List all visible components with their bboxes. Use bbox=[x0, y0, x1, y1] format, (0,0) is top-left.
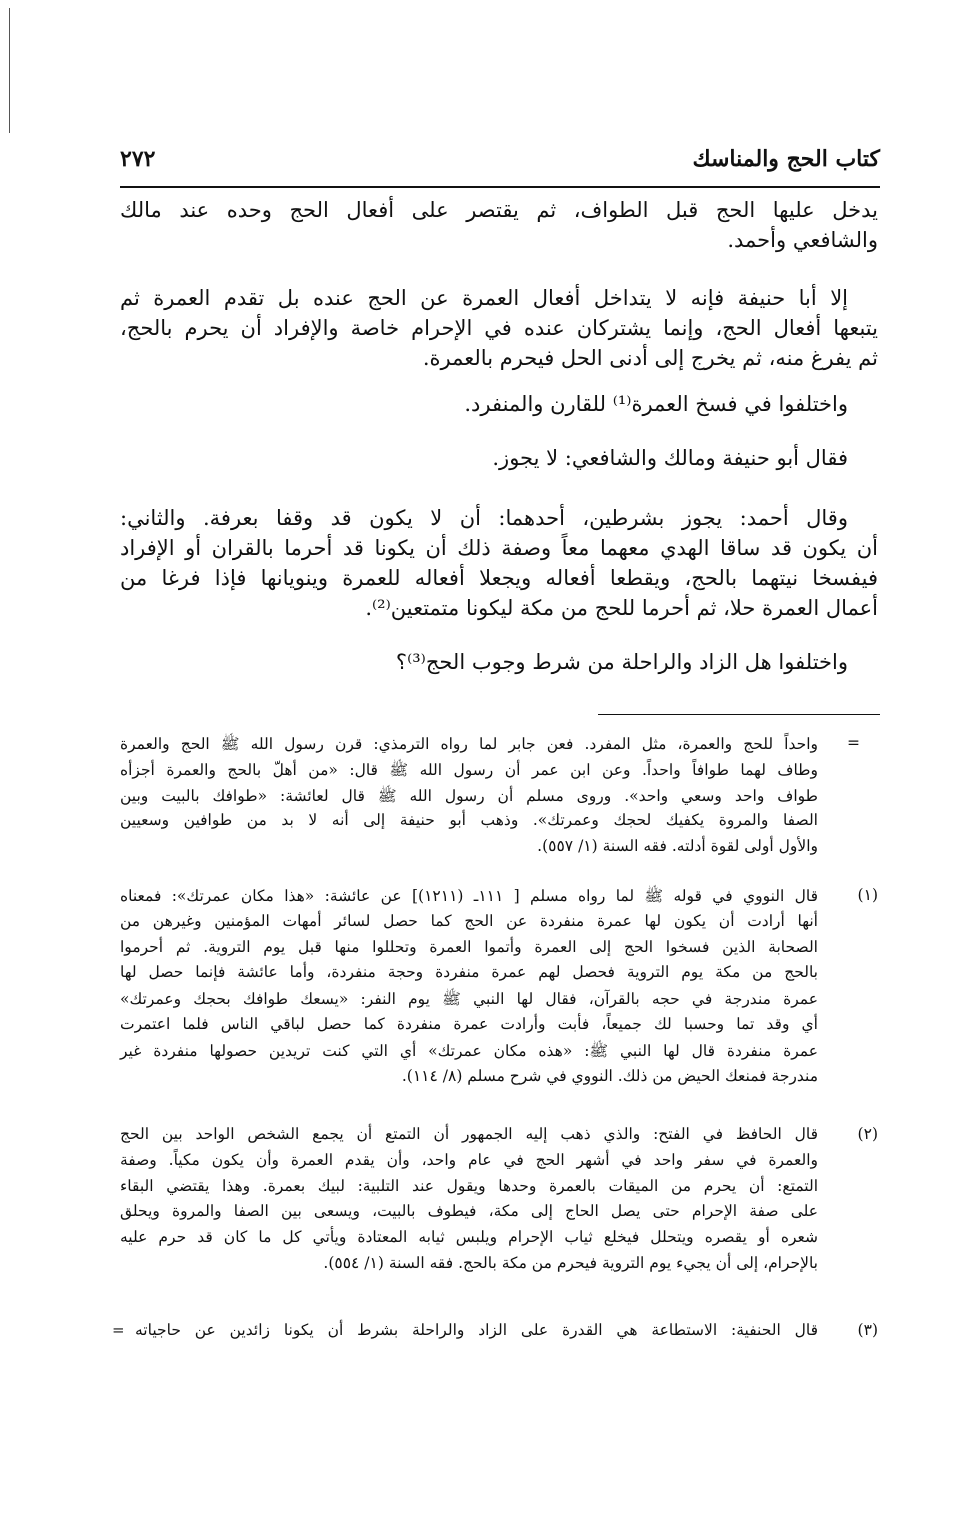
continuation-marker: = bbox=[112, 1321, 125, 1339]
paragraph-line: واختلفوا هل الزاد والراحلة من شرط وجوب الحج⁽³⁾؟ bbox=[395, 650, 848, 674]
paragraph-line: فيفسخا نيتهما بالحج، ويقطعا أفعاله ويجعلا أفعاله للعمرة وينويانها فإذا فرغا من bbox=[120, 566, 878, 590]
footnote-marker: (٣) bbox=[857, 1321, 878, 1339]
paragraph-line: يدخل عليها الحج قبل الطواف، ثم يقتصر على أفعال الحج وحده عند مالك bbox=[120, 198, 878, 222]
footnote-line: بالإحرام، إلى أن يجيء يوم التروية فيحرم من مكة بالحج. فقه السنة (١/ ٥٥٤). bbox=[323, 1254, 818, 1272]
footnote-line: قال الحافظ في الفتح: والذي ذهب إليه الجمهور أن التمتع أن يجمع الشخص الواحد بين الحج bbox=[120, 1125, 818, 1143]
footnote-line: طواف واحد وسعي واحد». وروى مسلم أن رسول الله ﷺ قال لعائشة: «طوافك بالبيت وبين bbox=[120, 786, 818, 805]
footnote-line: قال النووي في قوله ﷺ لما رواه مسلم [ ١١١ـ (١٢١١)] عن عائشة: «هذا مكان عمرتك»: فمعناه bbox=[120, 887, 819, 905]
paragraph-line: فقال أبو حنيفة ومالك والشافعي: لا يجوز. bbox=[492, 446, 848, 470]
footnote-line: قال الحنفية: الاستطاعة هي القدرة على الزاد والراحلة بشرط أن يكونا زائدين عن حاجياته bbox=[135, 1321, 818, 1339]
footnote-line: الصحابة الذين فسخوا الحج إلى العمرة وأتموا العمرة وتحللوا منها قبل يوم التروية. ثم أحرموا bbox=[120, 937, 818, 956]
page-number: ٢٧٢ bbox=[120, 146, 156, 172]
footnote-line: الصفا والمروة يكفيك لحجك وعمرتك». وذهب أبو حنيفة إلى أنه لا بد من طوافين وسعيين bbox=[120, 811, 818, 830]
paragraph-line: أن يكون قد ساقا الهدي معهما معاً وصفة ذلك أن يكونا قد أحرما بالقران أو الإفراد bbox=[120, 536, 878, 560]
paragraph-line: أعمال العمرة حلا، ثم أحرما للحج من مكة ليكونا متمتعين⁽²⁾. bbox=[365, 596, 878, 620]
footnote-line: واحداً للحج والعمرة، مثل المفرد. فعن جابر لما رواه الترمذي: قرن رسول الله ﷺ الحج والعمرة bbox=[120, 735, 818, 753]
paragraph-line: واختلفوا في فسخ العمرة⁽¹⁾ للقارن والمنفرد. bbox=[464, 392, 848, 416]
header-rule bbox=[120, 186, 880, 188]
footnote-line: أنها أرادت أن يكون لها عمرة منفردة عن الحج كما حصل لسائر أمهات المؤمنين وغيرهن من bbox=[120, 911, 818, 930]
scan-artifact-line bbox=[9, 8, 10, 133]
footnote-marker: = bbox=[847, 734, 860, 752]
footnote-line: بالحج من مكة يوم التروية فحصل لهم عمرة منفردة وحجة منفردة، وأما عائشة فإنما حصل لها bbox=[120, 963, 818, 982]
footnote-line: التمتع: أن يحرم من الميقات بالعمرة وحدها ويقول عند التلبية: لبيك بعمرة. وهذا يقتضي البقاء bbox=[120, 1176, 818, 1195]
footnote-marker: (١) bbox=[857, 886, 878, 904]
footnote-line: عمرة منفردة قال لها النبي ﷺ: «هذه مكان عمرتك» أي التي كنت تريدين حصولها منفردة غير bbox=[120, 1041, 818, 1060]
footnote-line: شعره أو يقصره ويتحلل فيخلع ثياب الإحرام ويلبس ثيابه المعتادة ويأتي كل ما كان قد حرم عليه bbox=[120, 1228, 818, 1247]
paragraph-line: ثم يفرغ منه، ثم يخرج إلى أدنى الحل فيحرم بالعمرة. bbox=[422, 346, 878, 370]
footnote-line: أي وقد تما وحسبا لك جميعاً، فأبت وأرادت عمرة منفردة كما حصل لباقي الناس فلما اعتمرت bbox=[120, 1015, 818, 1033]
footnote-line: والعمرة في سفر واحد في أشهر الحج في عام واحد، وأن يقدم العمرة وأن يكون مكياً. وصفة bbox=[120, 1150, 818, 1169]
footnote-separator bbox=[598, 714, 880, 715]
footnote-line: مندرجة فمنعك الحيض من ذلك. النووي في شرح مسلم (٨/ ١١٤). bbox=[401, 1066, 818, 1085]
page-header bbox=[120, 146, 880, 182]
running-title: كتاب الحج والمناسك bbox=[692, 146, 880, 172]
paragraph-line: والشافعي وأحمد. bbox=[727, 228, 878, 252]
footnote-line: على صفة الإحرام حتى يصل الحاج إلى مكة، فيطوف بالبيت، ويسعى بين الصفا والمروة ويحلق bbox=[120, 1202, 818, 1221]
footnote-line: وطاف لهما طوافاً واحداً. وعن ابن عمر أن رسول الله ﷺ قال: «من أهلّ بالحج والعمرة أجزأه bbox=[120, 760, 818, 779]
paragraph-line: وقال أحمد: يجوز بشرطين، أحدهما: أن لا يكون قد وقفا بعرفة. والثاني: bbox=[120, 506, 848, 530]
footnote-line: عمرة مندرجة في حجه بالقرآن، فقال لها النبي ﷺ يوم النفر: «يسعك طوافك بحجك وعمرتك» bbox=[120, 990, 818, 1009]
footnote-marker: (٢) bbox=[857, 1125, 878, 1143]
paragraph-line: إلا أبا حنيفة فإنه لا يتداخل أفعال العمرة عن الحج عنده بل تقدم العمرة ثم bbox=[120, 286, 848, 310]
paragraph-line: يتبعها أفعال الحج، وإنما يشتركان عنده في الإحرام خاصة والإفراد أن يحرم بالحج، bbox=[120, 316, 878, 340]
footnote-line: والأول أولى لقوة أدلته. فقه السنة (١/ ٥٥٧). bbox=[537, 837, 818, 856]
